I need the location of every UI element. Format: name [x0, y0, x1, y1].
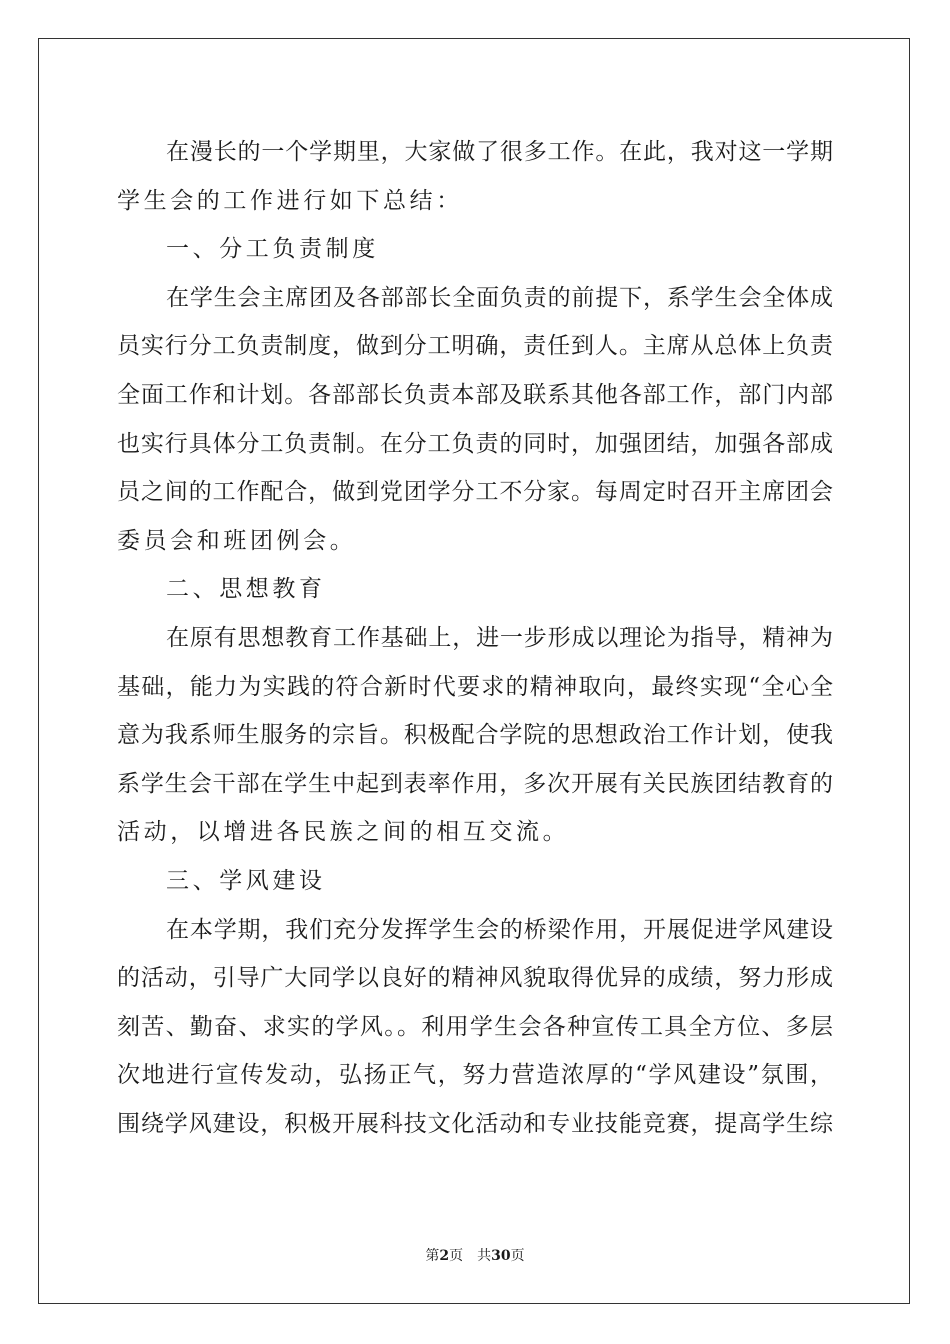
footer-total-suffix: 页	[510, 1248, 525, 1264]
text-line: 三、学风建设	[166, 867, 326, 894]
text-line: 刻苦、勤奋、求实的学风。。利用学生会各种宣传工具全方位、多层	[117, 1013, 833, 1040]
footer-page-suffix: 页	[449, 1248, 464, 1264]
text-line: 在漫长的一个学期里，大家做了很多工作。在此，我对这一学期	[166, 139, 833, 165]
text-line: 意为我系师生服务的宗旨。积极配合学院的思想政治工作计划，使我	[117, 722, 833, 749]
text-line: 的活动，引导广大同学以良好的精神风貌取得优异的成绩，努力形成	[117, 965, 833, 992]
text-line: 在学生会主席团及各部部长全面负责的前提下，系学生会全体成	[166, 284, 833, 311]
footer-page-total: 30	[491, 1248, 511, 1264]
footer-total-prefix: 共	[477, 1248, 492, 1264]
text-line: 二、思想教育	[166, 576, 326, 603]
text-line: 学生会的工作进行如下总结：	[117, 187, 463, 214]
text-line: 在原有思想教育工作基础上，进一步形成以理论为指导，精神为	[166, 624, 833, 651]
footer-page-prefix: 第	[425, 1248, 440, 1264]
text-line: 系学生会干部在学生中起到表率作用，多次开展有关民族团结教育的	[117, 770, 833, 797]
text-line: 员实行分工负责制度，做到分工明确，责任到人。主席从总体上负责	[117, 333, 833, 360]
text-line: 基础，能力为实践的符合新时代要求的精神取向，最终实现“全心全	[117, 673, 833, 700]
document-body	[117, 128, 833, 1148]
text-line: 一、分工负责制度	[166, 236, 379, 263]
text-line: 在本学期，我们充分发挥学生会的桥梁作用，开展促进学风建设	[166, 916, 833, 943]
page-footer	[0, 1245, 950, 1265]
text-line: 次地进行宣传发动，弘扬正气，努力营造浓厚的“学风建设”氛围，	[117, 1062, 833, 1089]
text-line: 也实行具体分工负责制。在分工负责的同时，加强团结，加强各部成	[117, 430, 833, 457]
text-line: 员之间的工作配合，做到党团学分工不分家。每周定时召开主席团会	[117, 479, 833, 506]
text-line: 委员会和班团例会。	[117, 527, 357, 554]
footer-page-current: 2	[439, 1248, 450, 1264]
text-line: 围绕学风建设，积极开展科技文化活动和专业技能竞赛，提高学生综	[117, 1110, 833, 1137]
text-line: 全面工作和计划。各部部长负责本部及联系其他各部工作，部门内部	[117, 381, 833, 408]
text-line: 活动，以增进各民族之间的相互交流。	[117, 819, 570, 846]
